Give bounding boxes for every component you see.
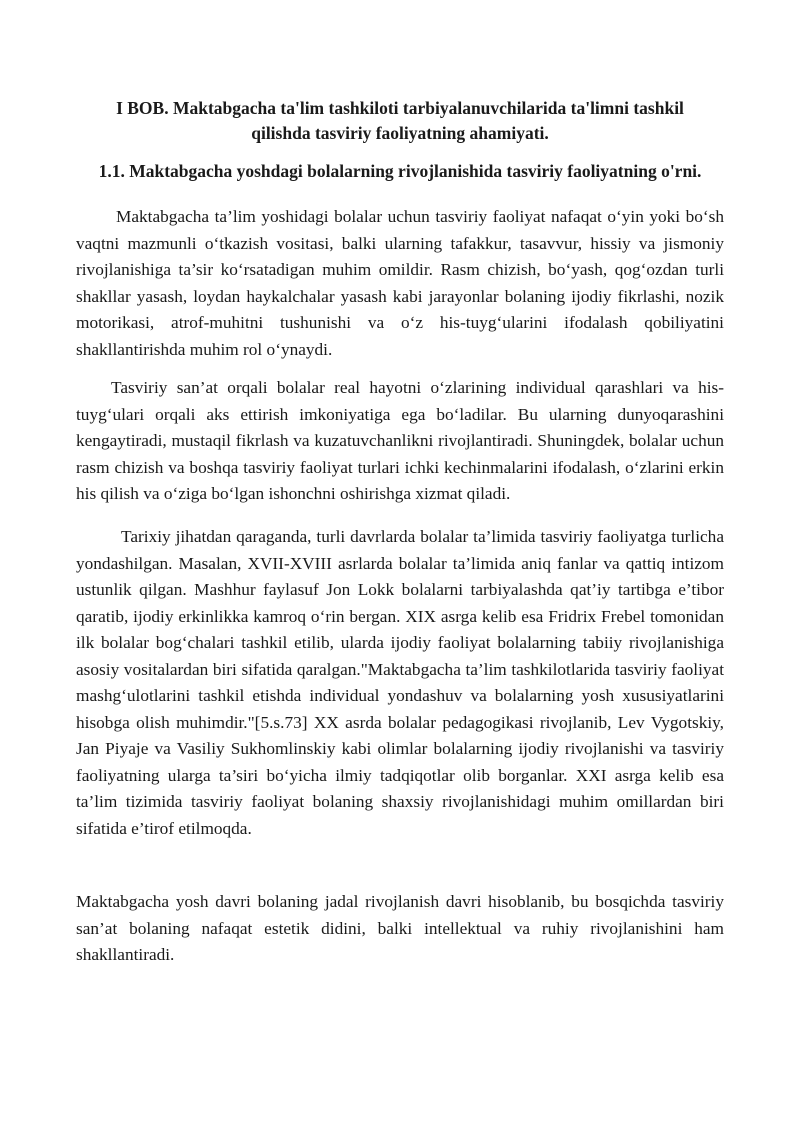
chapter-title: I BOB. Maktabgacha ta'lim tashkiloti tarbiyalanuvchilarida ta'limni tashkil qilishda tasviriy faoliyatning ahamiyati. (116, 98, 684, 143)
body-paragraph: Tarixiy jihatdan qaraganda, turli davrlarda bolalar ta’limida tasviriy faoliyatga turlicha yondashilgan. Masalan, XVII-XVIII asrlarda bolalar ta’limida aniq fanlar va qattiq intizom ustunlik qilgan. Mashhur faylasuf Jon Lokk bolalarni tarbiyalashda qat’iy tartibga e’tibor qaratib, ijodiy erkinlikka kamroq o‘rin bergan. XIX asrga kelib esa Fridrix Frebel tomonidan ilk bolalar bog‘chalari tashkil etilib, ularda ijodiy faoliyat bolalarning tabiiy rivojlanishiga asosiy vositalardan biri sifatida qaralgan."Maktabgacha ta’lim tashkilotlarida tasviriy faoliyat mashg‘ulotlarini tashkil etishda individual yondashuv va bolalarning yosh xususiyatlarini hisobga olish muhimdir."[5.s.73] XX asrda bolalar pedagogikasi rivojlanib, Lev Vygotskiy, Jan Piyaje va Vasiliy Sukhomlinskiy kabi olimlar bolalarning ijodiy rivojlanishi va tasviriy faoliyatning ularga ta’siri bo‘yicha ilmiy tadqiqotlar olib borganlar. XXI asrga kelib esa ta’lim tizimida tasviriy faoliyat bolaning shaxsiy rivojlanishidagi muhim omillardan biri sifatida e’tirof etilmoqda. (76, 527, 724, 838)
body-paragraph: Tasviriy san’at orqali bolalar real hayotni o‘zlarining individual qarashlari va his-tuyg‘ulari orqali aks ettirish imkoniyatiga ega bo‘ladilar. Bu ularning dunyoqarashini kengaytiradi, mustaqil fikrlash va kuzatuvchanlikni rivojlantiradi. Shuningdek, bolalar uchun rasm chizish va boshqa tasviriy faoliyat turlari ichki kechinmalarini ifodalash, o‘zlarini erkin his qilish va o‘ziga bo‘lgan ishonchni oshirishga xizmat qiladi. (76, 378, 724, 503)
body-paragraph: Maktabgacha ta’lim yoshidagi bolalar uchun tasviriy faoliyat nafaqat o‘yin yoki bo‘sh vaqtni mazmunli o‘tkazish vositasi, balki ularning tafakkur, tasavvur, hissiy va jismoniy rivojlanishiga ta’sir ko‘rsatadigan muhim omildir. Rasm chizish, bo‘yash, qog‘ozdan turli shakllar yasash, loydan haykalchalar yasash kabi jarayonlar bolaning ijodiy fikrlashi, nozik motorikasi, atrof-muhitni tushunishi va o‘z his-tuyg‘ularini ifodalash qobiliyatini shakllantirishda muhim rol o‘ynaydi. (76, 207, 724, 359)
body-paragraph: Maktabgacha yosh davri bolaning jadal rivojlanish davri hisoblanib, bu bosqichda tasviriy san’at bolaning nafaqat estetik didini, balki intellektual va ruhiy rivojlanishini ham shakllantiradi. (76, 892, 724, 964)
section-title: 1.1. Maktabgacha yoshdagi bolalarning rivojlanishida tasviriy faoliyatning o'rni. (98, 161, 702, 181)
